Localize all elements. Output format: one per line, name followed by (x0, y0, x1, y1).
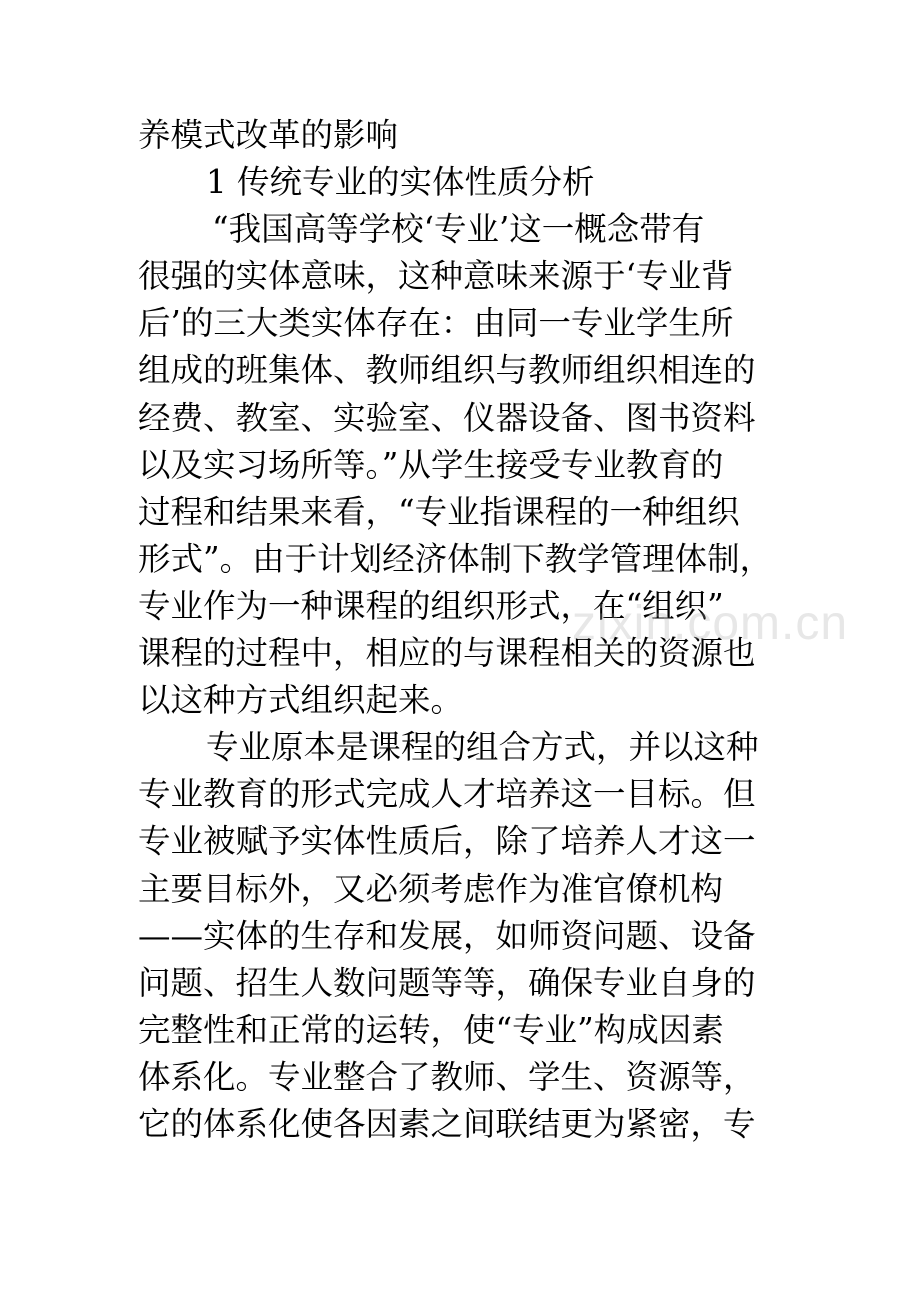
text-line: 养模式改革的影响 (138, 116, 399, 154)
text-line: 主要目标外，又必须考虑作为准官僚机构 (138, 869, 724, 908)
text-line: 课程的过程中，相应的与课程相关的资源也 (138, 634, 756, 673)
text-line: “我国高等学校‘专业’这一概念带有 (212, 210, 705, 249)
text-line: 完整性和正常的运转，使“专业”构成因素 (138, 1010, 724, 1049)
text-line: 以及实习场所等。”从学生接受专业教育的 (138, 445, 724, 484)
text-line: 问题、招生人数问题等等，确保专业自身的 (138, 963, 756, 1002)
text-line: 经费、教室、实验室、仪器设备、图书资料 (138, 398, 756, 437)
text-line: 形式”。由于计划经济体制下教学管理体制， (138, 539, 773, 578)
text-line: ——实体的生存和发展，如师资问题、设备 (138, 916, 756, 955)
text-line: 组成的班集体、教师组织与教师组织相连的 (138, 351, 756, 390)
section-heading: 1 传统专业的实体性质分析 (206, 163, 595, 202)
text-line: 专业作为一种课程的组织形式，在“组织” (138, 586, 724, 625)
text-line: 它的体系化使各因素之间联结更为紧密，专 (138, 1104, 756, 1143)
text-line: 体系化。专业整合了教师、学生、资源等， (138, 1057, 756, 1096)
text-line: 专业被赋予实体性质后，除了培养人才这一 (138, 822, 756, 861)
text-line: 后’的三大类实体存在：由同一专业学生所 (138, 304, 734, 343)
text-line: 过程和结果来看，“专业指课程的一种组织 (138, 492, 740, 531)
text-line: 专业教育的形式完成人才培养这一目标。但 (138, 775, 756, 814)
body-text (138, 112, 798, 1148)
text-line: 很强的实体意味，这种意味来源于‘专业背 (138, 257, 734, 296)
text-line: 专业原本是课程的组合方式，并以这种 (206, 728, 759, 767)
watermark: zixin.com.cn (572, 597, 849, 650)
text-line: 以这种方式组织起来。 (138, 681, 464, 720)
